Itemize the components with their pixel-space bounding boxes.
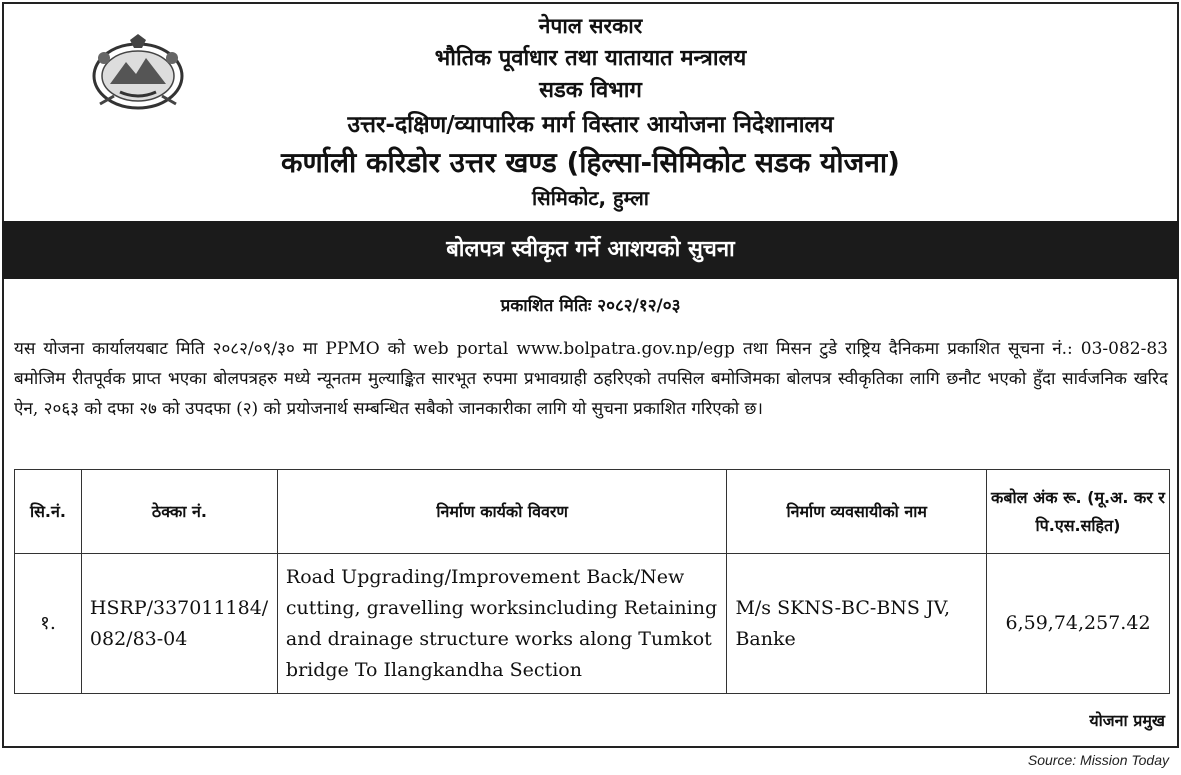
source-credit: Source: Mission Today [1027, 752, 1169, 768]
table-row [15, 554, 1170, 694]
header-contract: ठेक्का नं. [81, 470, 277, 554]
ministry-title: भौतिक पूर्वाधार तथा यातायात मन्त्रालय [434, 46, 747, 71]
table-header-row [15, 470, 1170, 554]
cell-sn: १. [15, 554, 82, 694]
header-sn: सि.नं. [15, 470, 82, 554]
department-title: सडक विभाग [539, 78, 642, 103]
cell-contract: HSRP/337011184/ 082/83-04 [81, 554, 277, 694]
directorate-title: उत्तर-दक्षिण/व्यापारिक मार्ग विस्तार आयोजना निदेशानालय [347, 112, 834, 138]
cell-contractor: M/s SKNS-BC-BNS JV, Banke [727, 554, 987, 694]
notice-body: यस योजना कार्यालयबाट मिति २०८२/०९/३० मा PPMO को web portal www.bolpatra.gov.np/egp तथा मिसन टुडे राष्ट्रिय दैनिकमा प्रकाशित सूचना नं.: 03-082-83 बमोजिम रीतपूर्वक प्राप्त भएका बोलपत्रहरु मध्ये न्यूनतम मुल्याङ्कित सारभूत रुपमा प्रभावग्राही ठहरिएको तपसिल बमोजिमका बोलपत्र स्वीकृतिका लागि छनौट भएको हुँदा सार्वजनिक खरिद ऐन, २०६३ को दफा २७ को उपदफा (२) को प्रयोजनार्थ सम्बन्धित सबैको जानकारीका लागि यो सुचना प्रकाशित गरिएको छ। [14, 339, 1168, 419]
header-contractor: निर्माण व्यवसायीको नाम [727, 470, 987, 554]
project-title: कर्णाली करिडोर उत्तर खण्ड (हिल्सा-सिमिकोट सडक योजना) [281, 146, 900, 179]
government-title: नेपाल सरकार [538, 14, 643, 38]
location-title: सिमिकोट, हुम्ला [532, 186, 649, 210]
signature-label: योजना प्रमुख [1089, 711, 1165, 730]
published-date: प्रकाशित मितिः २०८२/१२/०३ [500, 296, 681, 316]
header-amount: कबोल अंक रू. (मू.अ. कर र पि.एस.सहित) [987, 470, 1170, 554]
header-description: निर्माण कार्यको विवरण [277, 470, 727, 554]
cell-description: Road Upgrading/Improvement Back/New cutting, gravelling worksincluding Retaining and drainage structure works along Tumkot bridge To Ilangkandha Section [277, 554, 727, 694]
cell-amount: 6,59,74,257.42 [987, 554, 1170, 694]
notice-banner: बोलपत्र स्वीकृत गर्ने आशयको सुचना [2, 221, 1179, 279]
tender-table [14, 469, 1170, 694]
